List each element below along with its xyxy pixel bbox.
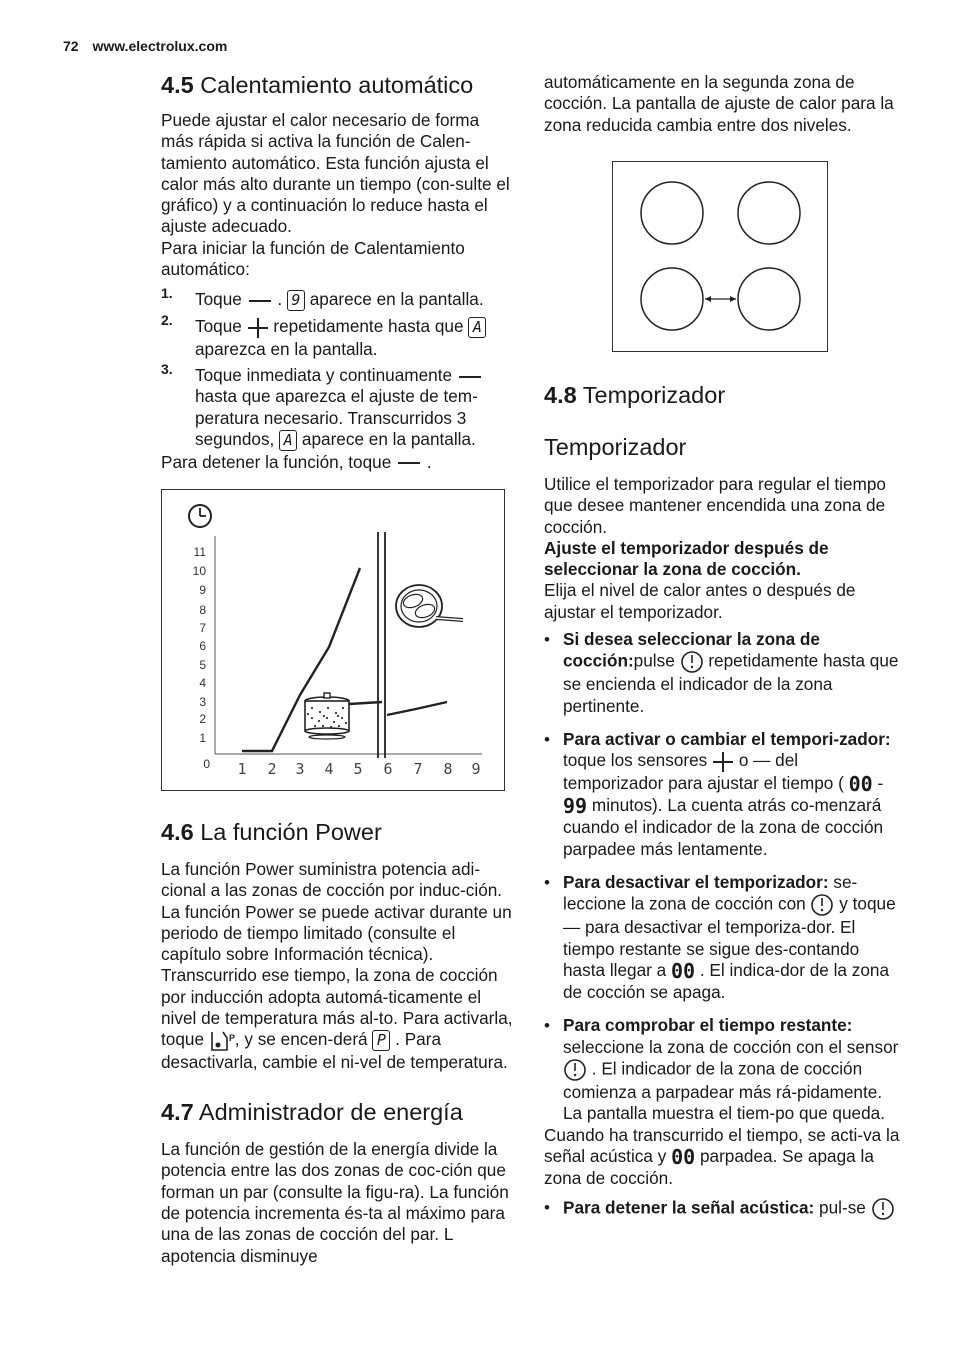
zone-top-left xyxy=(641,182,703,244)
clock-icon xyxy=(189,505,211,527)
right-column xyxy=(544,72,900,136)
y-tick-8: 8 xyxy=(199,603,206,617)
minus-icon xyxy=(398,462,420,464)
step-2: 2. Toque repetidamente hasta que A aparezca en la pantalla. xyxy=(161,316,513,360)
timer-selector-icon xyxy=(563,1058,587,1082)
timer-bullets-2 xyxy=(544,1197,900,1221)
left-column xyxy=(161,70,513,473)
x-tick-2: 2 xyxy=(267,760,277,778)
page-header xyxy=(63,38,227,54)
graph-svg xyxy=(162,490,504,790)
x-tick-8: 8 xyxy=(443,760,453,778)
bullet-select-zone: • Si desea seleccionar la zona de cocción:pulse repetidamente hasta que se encienda el indicador de la zona pertinente. xyxy=(544,629,900,717)
timer-selector-icon xyxy=(680,650,704,674)
display-p-icon: P xyxy=(372,1030,390,1051)
bullet-deactivate-timer: • Para desactivar el temporizador: se-leccione la zona de cocción con y toque — para desactivar el temporiza-dor. El tiempo restante se sigue des-contando hasta llegar a 00 . El indica-dor de la zona de cocción se apaga. xyxy=(544,872,900,1003)
svg-text:P: P xyxy=(228,1032,235,1043)
display-00-icon: 00 xyxy=(848,771,873,796)
y-tick-1: 1 xyxy=(199,731,206,745)
bullet-stop-signal: • Para detener la señal acústica: pul-se xyxy=(544,1197,900,1221)
y-tick-2: 2 xyxy=(199,712,206,726)
x-tick-1: 1 xyxy=(237,760,247,778)
x-tick-6: 6 xyxy=(383,760,393,778)
bullet-check-remaining: • Para comprobar el tiempo restante: seleccione la zona de cocción con el sensor . El indicador de la zona de cocción comienza a parpadear más rá-pidamente. La pantalla muestra el tiem-po que queda. xyxy=(544,1015,900,1124)
page-number: 72 xyxy=(63,38,79,54)
y-tick-0: 0 xyxy=(203,757,210,771)
power-boost-icon xyxy=(209,1030,235,1052)
display-a-icon: A xyxy=(468,317,486,338)
step-1: 1. Toque . 9 aparece en la pantalla. xyxy=(161,285,484,310)
timer-bullets xyxy=(544,629,900,1125)
minus-icon xyxy=(459,376,481,378)
autoheat-intro: Puede ajustar el calor necesario de forma más rápida si activa la función de Calen-tamiento automático. Esta función ajusta el calor más alto durante un tiempo (con-sulte el gráfico) y a continuación lo reduce hasta el ajuste adecuado. xyxy=(161,110,510,237)
y-tick-9: 9 xyxy=(199,583,206,597)
timer-choose-heat: Elija el nivel de calor antes o después de ajustar el temporizador. xyxy=(544,580,856,622)
x-tick-3: 3 xyxy=(295,760,305,778)
y-tick-11: 11 xyxy=(193,545,206,559)
timer-section xyxy=(544,380,900,1233)
timer-bold-note: Ajuste el temporizador después de seleccionar la zona de cocción. xyxy=(544,537,829,580)
display-9-icon: 9 xyxy=(287,290,305,311)
display-99-icon: 99 xyxy=(563,794,588,819)
autoheat-start: Para iniciar la función de Calentamiento automático: xyxy=(161,237,465,280)
plus-icon xyxy=(247,317,269,339)
timer-elapsed-text: Cuando ha transcurrido el tiempo, se acti-va la señal acústica y 00 parpadea. Se apaga la zona de cocción. xyxy=(544,1124,900,1189)
simmer-curve xyxy=(387,702,447,715)
cooking-zones-figure xyxy=(612,161,828,352)
autoheat-steps xyxy=(161,285,513,451)
section-4-6-heading: 4.6 La función Power xyxy=(161,819,382,845)
timer-selector-icon xyxy=(871,1197,895,1221)
power-management-continued: automáticamente en la segunda zona de cocción. La pantalla de ajuste de calor para la zona reducida cambia entre dos niveles. xyxy=(544,72,894,135)
pot-icon xyxy=(305,693,382,739)
minus-icon xyxy=(249,300,271,302)
power-management-text: La función de gestión de la energía divide la potencia entre las dos zonas de coc-ción que forman un par (consulte la figu-ra). La función de potencia incrementa és-ta al máximo para una de las zonas de cocción del par. L apotencia disminuye xyxy=(161,1139,509,1266)
y-tick-4: 4 xyxy=(199,676,206,690)
zone-bottom-left xyxy=(641,268,703,330)
section-4-8-heading: 4.8 Temporizador xyxy=(544,382,726,408)
zones-svg xyxy=(613,162,827,351)
frying-pan-icon xyxy=(396,585,463,627)
y-tick-10: 10 xyxy=(192,564,206,578)
x-tick-9: 9 xyxy=(471,760,481,778)
display-00-icon: 00 xyxy=(671,1144,696,1169)
timer-subtitle: Temporizador xyxy=(544,434,687,460)
plus-icon xyxy=(712,751,734,773)
power-function-text: La función Power suministra potencia adi-cional a las zonas de cocción por induc-ción. La función Power se puede activar durante un periodo de tiempo limitado (consulte el capítulo sobre Información técnica). Transcurrido ese tiempo, la zona de cocción por inducción adopta automá-ticamente el nivel de temperatura más al-to. Para activarla, toque P , y se encen-derá P . Para desactivarla, cambie el ni-vel de temperatura. xyxy=(161,859,513,1072)
step-3: 3. Toque inmediata y continuamente hasta que aparezca el ajuste de tem-peratura necesario. Transcurridos 3 segundos, A aparece en la pantalla. xyxy=(161,365,513,451)
y-tick-5: 5 xyxy=(199,658,206,672)
timer-intro: Utilice el temporizador para regular el tiempo que desee mantener encendida una zona de cocción. xyxy=(544,474,886,537)
section-4-7-heading: 4.7 Administrador de energía xyxy=(161,1099,463,1126)
zone-top-right xyxy=(738,182,800,244)
x-tick-7: 7 xyxy=(413,760,423,778)
website-url[interactable]: www.electrolux.com xyxy=(92,38,228,54)
display-00-icon: 00 xyxy=(670,958,696,983)
x-tick-4: 4 xyxy=(324,760,334,778)
display-a-icon: A xyxy=(279,430,297,451)
y-tick-7: 7 xyxy=(199,621,206,635)
x-tick-5: 5 xyxy=(353,760,363,778)
zone-bottom-right xyxy=(738,268,800,330)
left-lower-column xyxy=(161,817,513,1267)
bullet-set-timer: • Para activar o cambiar el tempori-zador: toque los sensores o — del temporizador para ajustar el tiempo ( 00 - 99 minutos). La cuenta atrás co-menzará cuando el indicador de la zona de cocción parpadee más lentamente. xyxy=(544,729,900,860)
section-4-5-heading: 4.5 Calentamiento automático xyxy=(161,72,474,98)
y-tick-6: 6 xyxy=(199,639,206,653)
y-tick-3: 3 xyxy=(199,695,206,709)
autoheat-graph xyxy=(161,489,505,791)
timer-selector-icon xyxy=(810,893,834,917)
double-arrow-icon xyxy=(705,296,736,302)
autoheat-stop: Para detener la función, toque . xyxy=(161,451,432,472)
